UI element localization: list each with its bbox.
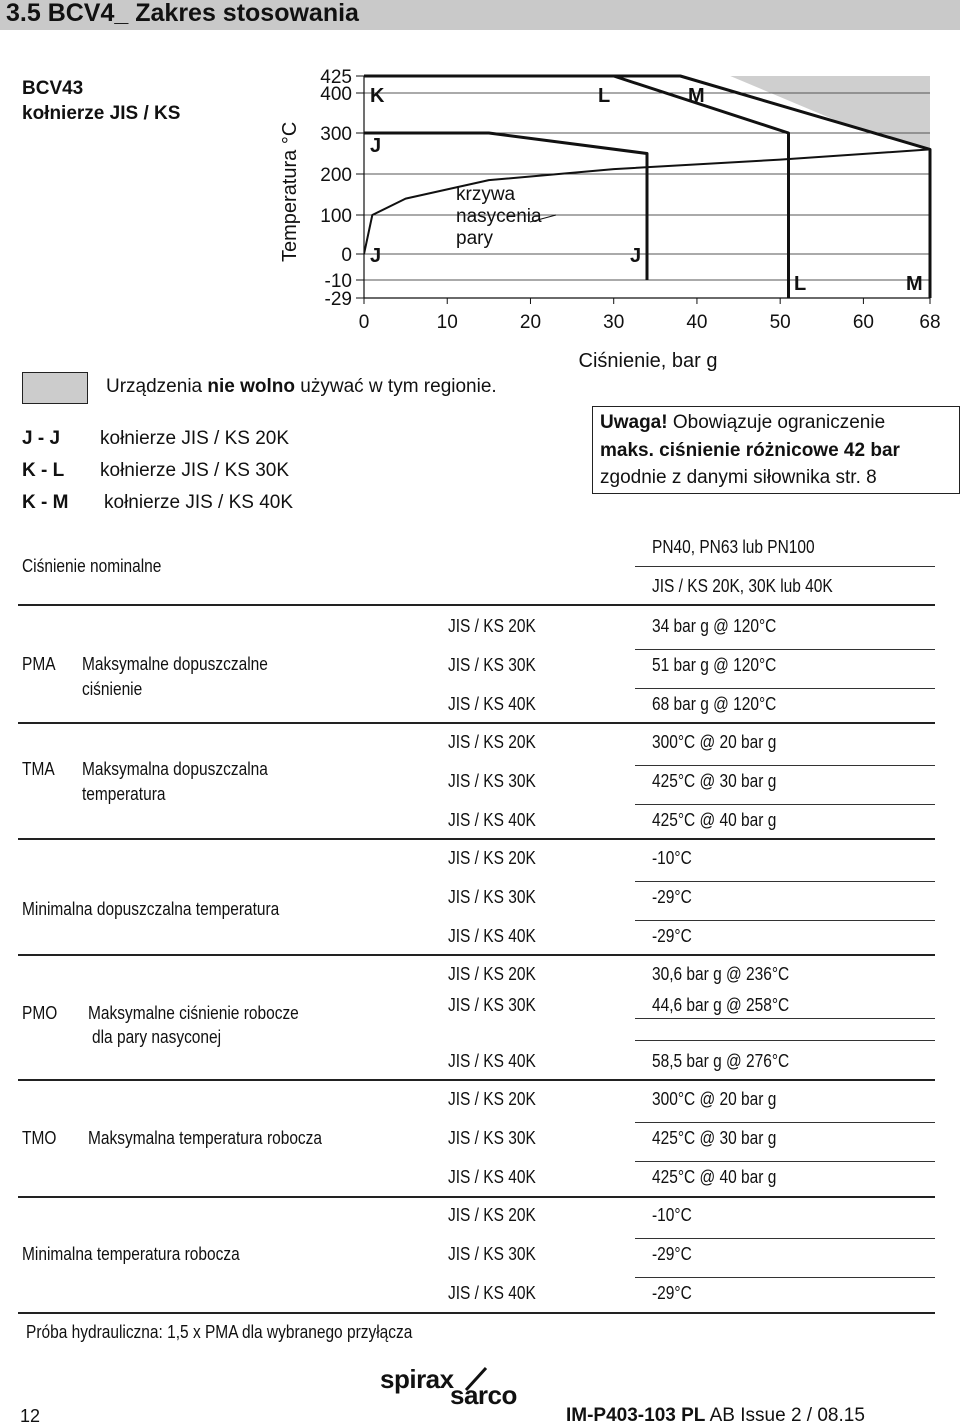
y-tick-label: 300 [320,124,352,145]
note-line-1: Uwaga! Obowiązuje ograniczenie [600,412,886,433]
y-tick-label: 425 [320,67,352,88]
legend-code-jj: J - J [22,428,61,449]
saturation-curve-label: nasycenia [456,206,542,227]
x-tick-label: 40 [686,312,708,333]
table-row-connection: JIS / KS 40K [448,1051,536,1071]
pma-description-2: ciśnienie [82,679,143,699]
table-row-value: 425°C @ 30 bar g [652,1128,777,1148]
table-row-value: -29°C [652,1244,692,1264]
table-row-connection: JIS / KS 20K [448,616,536,636]
nominal-pressure-value-pn: PN40, PN63 lub PN100 [652,537,815,557]
x-tick-label: 0 [358,312,370,333]
note-line-2: maks. ciśnienie różnicowe 42 bar [600,440,900,461]
curve-label-j: J [630,245,642,267]
pmo-code: PMO [22,1003,58,1023]
table-row-value: 51 bar g @ 120°C [652,655,777,675]
y-tick-label: 400 [320,84,352,105]
pmo-description-1: Maksymalne ciśnienie robocze [88,1003,299,1023]
table-row-connection: JIS / KS 20K [448,1089,536,1109]
table-row-connection: JIS / KS 40K [448,1167,536,1187]
legend-code-km: K - M [22,492,69,513]
saturation-curve-label: pary [456,228,493,249]
curve-label-k: K [370,85,385,107]
table-row-value: -10°C [652,848,692,868]
table-row-connection: JIS / KS 40K [448,694,536,714]
curve-label-m: M [688,85,705,107]
min-working-temperature-label: Minimalna temperatura robocza [22,1244,240,1264]
tma-description-2: temperatura [82,784,166,804]
y-tick-label: -10 [324,271,352,292]
table-row-connection: JIS / KS 20K [448,964,536,984]
table-row-connection: JIS / KS 40K [448,926,536,946]
series-line-l [364,76,789,298]
table-row-value: 30,6 bar g @ 236°C [652,964,790,984]
document-reference: IM-P403-103 PL AB Issue 2 / 08.15 [566,1405,865,1426]
curve-label-l: L [794,273,807,295]
x-tick-label: 30 [603,312,625,333]
tma-code: TMA [22,759,55,779]
saturation-curve-label: krzywa [456,184,516,205]
table-row-connection: JIS / KS 40K [448,1283,536,1303]
note-line-3: zgodnie z danymi siłownika str. 8 [600,467,877,488]
x-axis-label: Ciśnienie, bar g [578,350,718,372]
y-axis-label: Temperatura °C [279,121,301,262]
table-row-value: 300°C @ 20 bar g [652,732,777,752]
curve-label-j: J [370,245,382,267]
legend-desc-km: kołnierze JIS / KS 40K [104,492,294,513]
table-row-value: -29°C [652,887,692,907]
page-number: 12 [20,1406,41,1426]
table-row-value: 425°C @ 40 bar g [652,1167,777,1187]
table-row-connection: JIS / KS 20K [448,732,536,752]
pma-description-1: Maksymalne dopuszczalne [82,654,268,674]
x-tick-label: 50 [769,312,791,333]
legend-desc-jj: kołnierze JIS / KS 20K [100,428,290,449]
legend-code-kl: K - L [22,460,65,481]
table-row-connection: JIS / KS 30K [448,655,536,675]
table-row-connection: JIS / KS 30K [448,1244,536,1264]
pressure-temperature-chart [0,40,960,380]
curve-label-j: J [370,135,382,157]
table-row-value: 425°C @ 30 bar g [652,771,777,791]
y-tick-label: 0 [341,245,352,266]
table-row-connection: JIS / KS 40K [448,810,536,830]
table-row-connection: JIS / KS 30K [448,1128,536,1148]
table-row-value: 58,5 bar g @ 276°C [652,1051,790,1071]
table-row-connection: JIS / KS 20K [448,1205,536,1225]
nominal-pressure-value-jis: JIS / KS 20K, 30K lub 40K [652,576,833,596]
x-tick-label: 20 [519,312,542,333]
table-row-value: 68 bar g @ 120°C [652,694,777,714]
tmo-code: TMO [22,1128,57,1148]
curve-label-m: M [906,273,923,295]
min-allowable-temperature-label: Minimalna dopuszczalna temperatura [22,899,280,919]
x-tick-label: 68 [919,312,941,333]
table-row-connection: JIS / KS 30K [448,771,536,791]
forbidden-region-text: Urządzenia nie wolno używać w tym regionie. [106,376,497,397]
product-flange-label: kołnierze JIS / KS [22,103,181,124]
table-row-value: -29°C [652,1283,692,1303]
page-title: 3.5 BCV4_ Zakres stosowania [6,0,359,27]
pmo-description-2: dla pary nasyconej [92,1027,222,1047]
tma-description-1: Maksymalna dopuszczalna [82,759,268,779]
table-row-value: 44,6 bar g @ 258°C [652,995,790,1015]
table-row-connection: JIS / KS 30K [448,995,536,1015]
hydraulic-test-note: Próba hydrauliczna: 1,5 x PMA dla wybranego przyłącza [26,1322,413,1342]
table-row-value: -29°C [652,926,692,946]
pma-code: PMA [22,654,56,674]
tmo-description: Maksymalna temperatura robocza [88,1128,323,1148]
y-tick-label: -29 [324,289,352,310]
forbidden-region [730,76,930,149]
forbidden-region-swatch [22,372,88,404]
table-row-value: 425°C @ 40 bar g [652,810,777,830]
x-tick-label: 60 [852,312,874,333]
legend-desc-kl: kołnierze JIS / KS 30K [100,460,290,481]
curve-label-l: L [598,85,611,107]
nominal-pressure-label: Ciśnienie nominalne [22,556,162,576]
x-tick-label: 10 [436,312,458,333]
product-label: BCV43 [22,78,84,99]
spirax-sarco-logo: spirax sarco [380,1364,517,1410]
table-row-value: 34 bar g @ 120°C [652,616,777,636]
table-row-connection: JIS / KS 30K [448,887,536,907]
table-row-value: -10°C [652,1205,692,1225]
y-tick-label: 100 [320,206,352,227]
table-row-value: 300°C @ 20 bar g [652,1089,777,1109]
table-row-connection: JIS / KS 20K [448,848,536,868]
y-tick-label: 200 [320,165,352,186]
